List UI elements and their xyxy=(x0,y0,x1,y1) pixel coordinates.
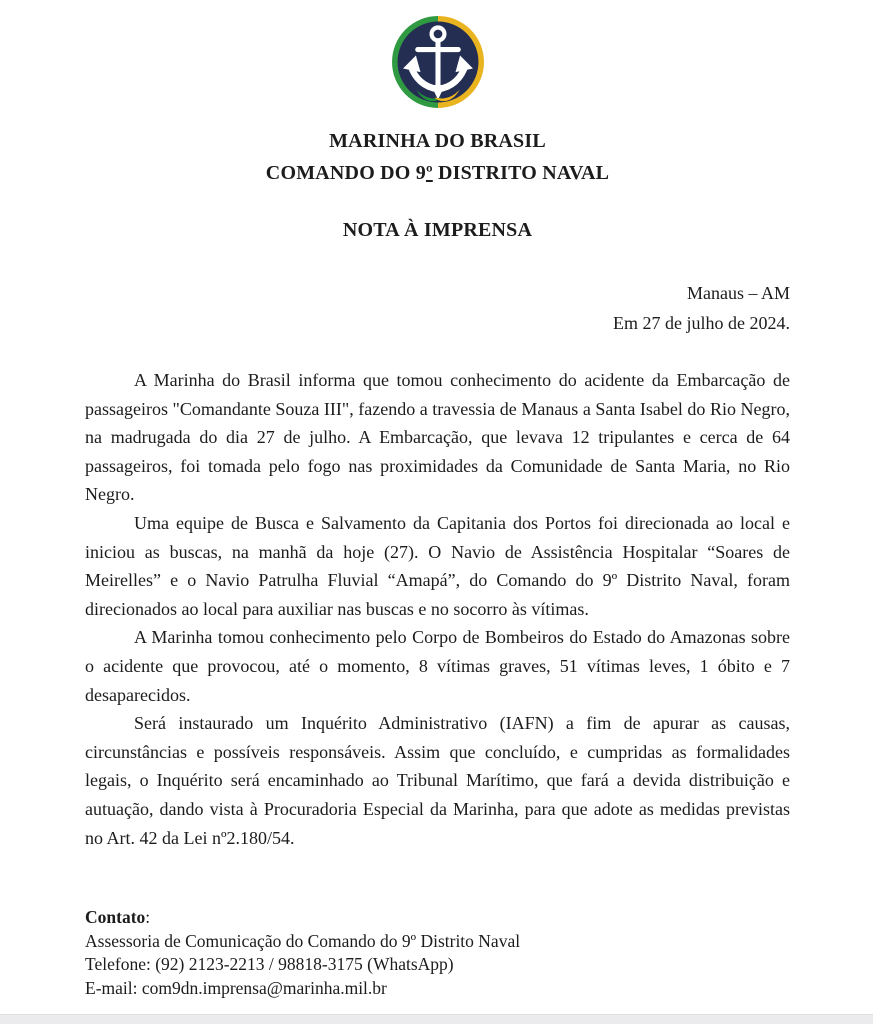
contact-phone: Telefone: (92) 2123-2213 / 98818-3175 (WhatsApp) xyxy=(85,954,454,975)
marinha-logo xyxy=(392,16,484,108)
dateline-date: Em 27 de julho de 2024. xyxy=(613,313,790,333)
paragraph-rescue: Uma equipe de Busca e Salvamento da Capitania dos Portos foi direcionada ao local e iniciou as buscas, na manhã da hoje (27). O Navio de Assistência Hospitalar “Soares de Meirelles” e o Navio Patrulha Fluvial “Amapá”, do Comando do 9º Distrito Naval, foram direcionados ao local para auxiliar nas buscas e no socorro às vítimas. xyxy=(85,512,790,619)
bottom-edge-bar xyxy=(0,1014,873,1024)
command-name-pre: COMANDO DO 9 xyxy=(265,162,426,184)
document-body xyxy=(85,366,790,852)
contact-colon: : xyxy=(145,907,151,928)
command-name-post: DISTRITO NAVAL xyxy=(432,162,610,184)
dateline xyxy=(85,278,790,338)
anchor-icon xyxy=(392,16,484,108)
org-name: MARINHA DO BRASIL xyxy=(329,130,546,152)
document-title: NOTA À IMPRENSA xyxy=(342,219,533,241)
dateline-place: Manaus – AM xyxy=(687,283,790,303)
paragraph-accident: A Marinha do Brasil informa que tomou conhecimento do acidente da Embarcação de passageiros "Comandante Souza III", fazendo a travessia de Manaus a Santa Isabel do Rio Negro, na madrugada do dia 27 de julho. A Embarcação, que levava 12 tripulantes e cerca de 64 passageiros, foi tomada pelo fogo nas proximidades da Comunidade de Santa Maria, no Rio Negro. xyxy=(85,370,790,505)
masthead xyxy=(85,16,790,245)
command-name xyxy=(85,157,790,189)
command-ordinal: º xyxy=(425,162,433,184)
contact-email: E-mail: com9dn.imprensa@marinha.mil.br xyxy=(85,977,387,998)
contact-office: Assessoria de Comunicação do Comando do 9º Distrito Naval xyxy=(85,930,521,951)
paragraph-inquiry: Será instaurado um Inquérito Administrativo (IAFN) a fim de apurar as causas, circunstâncias e possíveis responsáveis. Assim que concluído, e cumpridas as formalidades legais, o Inquérito será encaminhado ao Tribunal Marítimo, que fará a devida distribuição e autuação, dando vista à Procuradoria Especial da Marinha, para que adote as medidas previstas no Art. 42 da Lei nº2.180/54. xyxy=(85,713,790,848)
contact-heading xyxy=(85,906,790,930)
paragraph-victims: A Marinha tomou conhecimento pelo Corpo de Bombeiros do Estado do Amazonas sobre o acidente que provocou, até o momento, 8 vítimas graves, 51 vítimas leves, 1 óbito e 7 desaparecidos. xyxy=(85,627,790,705)
contact-block xyxy=(85,906,790,1000)
contact-label: Contato xyxy=(85,907,146,928)
